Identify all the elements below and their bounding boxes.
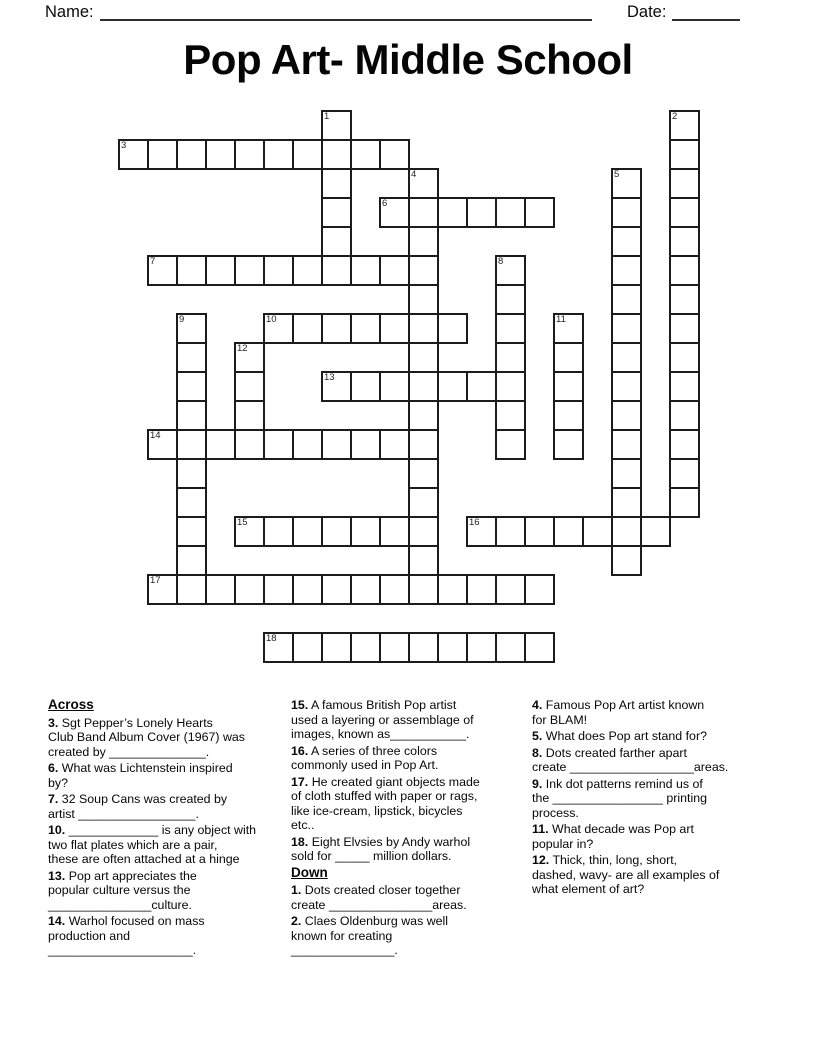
grid-cell[interactable] <box>553 429 584 460</box>
grid-cell[interactable] <box>408 458 439 489</box>
clue-number: 7. <box>48 792 59 806</box>
grid-cell[interactable] <box>408 429 439 460</box>
grid-cell[interactable] <box>176 139 207 170</box>
grid-cell[interactable] <box>321 168 352 199</box>
clue-item-3: 3. Sgt Pepper’s Lonely Hearts Club Band Album Cover (1967) was created by ______________. <box>48 715 245 759</box>
clue-number: 16. <box>291 743 309 758</box>
grid-cell[interactable] <box>495 197 526 228</box>
grid-cell[interactable] <box>408 255 439 286</box>
cell-number: 5 <box>614 169 620 180</box>
clues-column-2 <box>291 698 541 960</box>
cell-number: 9 <box>179 314 185 325</box>
cell-number: 4 <box>411 169 417 180</box>
grid-cell[interactable] <box>321 429 352 460</box>
grid-cell[interactable] <box>524 197 555 228</box>
grid-cell[interactable] <box>176 255 207 286</box>
clue-item-14: 14. Warhol focused on mass production and _____________________. <box>48 914 205 957</box>
clues-column-1 <box>48 698 298 960</box>
grid-cell[interactable] <box>669 197 700 228</box>
cell-number: 1 <box>324 111 330 122</box>
grid-cell[interactable] <box>669 168 700 199</box>
grid-cell[interactable] <box>466 197 497 228</box>
clue-item-5: 5. What does Pop art stand for? <box>532 729 707 743</box>
grid-cell[interactable] <box>495 632 526 663</box>
down-header: Down <box>291 864 328 880</box>
clue-item-13: 13. Pop art appreciates the popular culture versus the _______________culture. <box>48 868 197 912</box>
clue-number: 3. <box>48 715 59 730</box>
grid-cell[interactable] <box>495 371 526 402</box>
clue-item-9: 9. Ink dot patterns remind us of the ________________ printing process. <box>532 776 708 820</box>
grid-cell[interactable] <box>669 429 700 460</box>
clue-item-15: 15. A famous British Pop artist used a layering or assemblage of images, known as___________. <box>291 698 474 741</box>
grid-cell[interactable] <box>147 574 178 605</box>
grid-cell[interactable] <box>321 632 352 663</box>
clue-item-6: 6. What was Lichtenstein inspired by? <box>48 761 233 790</box>
grid-cell[interactable] <box>408 516 439 547</box>
grid-cell[interactable] <box>350 313 381 344</box>
clue-item-2: 2. Claes Oldenburg was well known for creating _______________. <box>291 914 449 957</box>
grid-cell[interactable] <box>408 342 439 373</box>
grid-cell[interactable] <box>524 574 555 605</box>
grid-cell[interactable] <box>408 313 439 344</box>
grid-cell[interactable] <box>408 487 439 518</box>
grid-cell[interactable] <box>466 371 497 402</box>
grid-cell[interactable] <box>553 516 584 547</box>
clue-item-11: 11. What decade was Pop art popular in? <box>532 822 694 851</box>
grid-cell[interactable] <box>350 574 381 605</box>
grid-cell[interactable] <box>669 313 700 344</box>
grid-cell[interactable] <box>205 574 236 605</box>
clue-item-4: 4. Famous Pop Art artist known for BLAM! <box>532 698 705 727</box>
grid-cell[interactable] <box>292 139 323 170</box>
grid-cell[interactable] <box>611 342 642 373</box>
clue-item-8: 8. Dots created farther apart create __________________areas. <box>532 745 729 774</box>
grid-cell[interactable] <box>176 400 207 431</box>
grid-cell[interactable] <box>234 371 265 402</box>
grid-cell[interactable] <box>408 545 439 576</box>
grid-cell[interactable] <box>611 400 642 431</box>
grid-cell[interactable] <box>408 168 439 199</box>
clue-number: 6. <box>48 761 59 775</box>
grid-cell[interactable] <box>350 516 381 547</box>
grid-cell[interactable] <box>263 429 294 460</box>
grid-cell[interactable] <box>611 429 642 460</box>
grid-cell[interactable] <box>350 429 381 460</box>
grid-cell[interactable] <box>437 632 468 663</box>
across-header: Across <box>48 697 94 712</box>
cell-number: 18 <box>266 633 277 644</box>
grid-cell[interactable] <box>611 226 642 257</box>
grid-cell[interactable] <box>408 574 439 605</box>
grid-cell[interactable] <box>379 371 410 402</box>
clue-item-1: 1. Dots created closer together create _______________areas. <box>291 883 467 912</box>
grid-cell[interactable] <box>669 139 700 170</box>
clue-number: 4. <box>532 698 543 712</box>
grid-cell[interactable] <box>176 429 207 460</box>
grid-cell[interactable] <box>408 226 439 257</box>
grid-cell[interactable] <box>321 110 352 141</box>
grid-cell[interactable] <box>321 371 352 402</box>
grid-cell[interactable] <box>205 255 236 286</box>
grid-cell[interactable] <box>379 255 410 286</box>
cell-number: 7 <box>150 256 156 267</box>
grid-cell[interactable] <box>292 632 323 663</box>
grid-cell[interactable] <box>379 632 410 663</box>
grid-cell[interactable] <box>611 255 642 286</box>
grid-cell[interactable] <box>524 516 555 547</box>
grid-cell[interactable] <box>147 255 178 286</box>
grid-cell[interactable] <box>234 574 265 605</box>
grid-cell[interactable] <box>321 516 352 547</box>
grid-cell[interactable] <box>495 342 526 373</box>
grid-cell[interactable] <box>408 371 439 402</box>
grid-cell[interactable] <box>176 342 207 373</box>
grid-cell[interactable] <box>466 516 497 547</box>
grid-cell[interactable] <box>379 429 410 460</box>
grid-cell[interactable] <box>147 139 178 170</box>
cell-number: 12 <box>237 343 248 354</box>
grid-cell[interactable] <box>234 516 265 547</box>
grid-cell[interactable] <box>234 342 265 373</box>
grid-cell[interactable] <box>437 313 468 344</box>
grid-cell[interactable] <box>669 400 700 431</box>
grid-cell[interactable] <box>669 487 700 518</box>
name-blank-line[interactable] <box>100 19 592 21</box>
grid-cell[interactable] <box>263 255 294 286</box>
grid-cell[interactable] <box>495 574 526 605</box>
grid-cell[interactable] <box>466 632 497 663</box>
clue-item-7: 7. 32 Soup Cans was created by artist _________________. <box>48 792 228 821</box>
grid-cell[interactable] <box>321 197 352 228</box>
grid-cell[interactable] <box>408 632 439 663</box>
grid-cell[interactable] <box>669 342 700 373</box>
clue-number: 18. <box>291 834 309 849</box>
cell-number: 8 <box>498 256 504 267</box>
grid-cell[interactable] <box>234 400 265 431</box>
clue-number: 14. <box>48 914 66 928</box>
grid-cell[interactable] <box>118 139 149 170</box>
date-blank-line[interactable] <box>672 19 740 21</box>
grid-cell[interactable] <box>495 516 526 547</box>
grid-cell[interactable] <box>437 574 468 605</box>
grid-cell[interactable] <box>176 574 207 605</box>
grid-cell[interactable] <box>176 371 207 402</box>
grid-cell[interactable] <box>205 139 236 170</box>
grid-cell[interactable] <box>147 429 178 460</box>
grid-cell[interactable] <box>263 574 294 605</box>
grid-cell[interactable] <box>263 632 294 663</box>
name-label: Name: <box>45 3 94 21</box>
grid-cell[interactable] <box>611 516 642 547</box>
clue-item-16: 16. A series of three colors commonly used in Pop Art. <box>291 743 439 772</box>
cell-number: 11 <box>556 314 566 325</box>
grid-cell[interactable] <box>263 313 294 344</box>
clue-number: 12. <box>532 853 550 867</box>
grid-cell[interactable] <box>234 255 265 286</box>
grid-cell[interactable] <box>350 632 381 663</box>
cell-number: 3 <box>121 140 127 151</box>
grid-cell[interactable] <box>640 516 671 547</box>
cell-number: 15 <box>237 517 248 528</box>
clue-number: 10. <box>48 823 66 837</box>
crossword-grid <box>118 110 700 663</box>
grid-cell[interactable] <box>553 313 584 344</box>
clue-number: 8. <box>532 745 543 760</box>
grid-cell[interactable] <box>350 255 381 286</box>
grid-cell[interactable] <box>263 516 294 547</box>
grid-cell[interactable] <box>669 255 700 286</box>
grid-cell[interactable] <box>611 197 642 228</box>
grid-cell[interactable] <box>408 284 439 315</box>
grid-cell[interactable] <box>263 139 294 170</box>
clue-number: 5. <box>532 729 543 743</box>
grid-cell[interactable] <box>292 429 323 460</box>
date-label: Date: <box>627 3 667 21</box>
grid-cell[interactable] <box>611 371 642 402</box>
cell-number: 6 <box>382 198 388 209</box>
grid-cell[interactable] <box>176 545 207 576</box>
grid-cell[interactable] <box>321 574 352 605</box>
grid-cell[interactable] <box>379 313 410 344</box>
clue-item-10: 10. _____________ is any object with two flat plates which are a pair, these are often attached at a hinge <box>48 823 257 866</box>
grid-cell[interactable] <box>611 458 642 489</box>
grid-cell[interactable] <box>234 139 265 170</box>
page-title: Pop Art- Middle School <box>183 36 633 83</box>
grid-cell[interactable] <box>379 574 410 605</box>
grid-cell[interactable] <box>379 197 410 228</box>
grid-cell[interactable] <box>176 458 207 489</box>
grid-cell[interactable] <box>176 313 207 344</box>
grid-cell[interactable] <box>611 313 642 344</box>
clue-number: 1. <box>291 883 302 897</box>
clue-item-17: 17. He created giant objects made of cloth stuffed with paper or rags, like ice-cream, lipstick, bicycles etc.. <box>291 774 480 832</box>
cell-number: 16 <box>469 517 480 528</box>
grid-cell[interactable] <box>234 429 265 460</box>
grid-cell[interactable] <box>553 342 584 373</box>
clue-number: 9. <box>532 776 543 791</box>
grid-cell[interactable] <box>495 429 526 460</box>
grid-cell[interactable] <box>176 516 207 547</box>
grid-cell[interactable] <box>495 313 526 344</box>
clue-item-12: 12. Thick, thin, long, short, dashed, wavy- are all examples of what element of art? <box>532 853 720 896</box>
clue-number: 15. <box>291 698 309 712</box>
grid-cell[interactable] <box>408 400 439 431</box>
grid-cell[interactable] <box>350 139 381 170</box>
grid-cell[interactable] <box>321 255 352 286</box>
cell-number: 17 <box>150 575 161 586</box>
grid-cell[interactable] <box>466 574 497 605</box>
grid-cell[interactable] <box>669 110 700 141</box>
grid-cell[interactable] <box>669 371 700 402</box>
grid-cell[interactable] <box>437 197 468 228</box>
grid-cell[interactable] <box>408 197 439 228</box>
grid-cell[interactable] <box>292 516 323 547</box>
grid-cell[interactable] <box>495 255 526 286</box>
grid-cell[interactable] <box>292 255 323 286</box>
grid-cell[interactable] <box>669 226 700 257</box>
cell-number: 2 <box>672 111 678 122</box>
grid-cell[interactable] <box>495 400 526 431</box>
cell-number: 13 <box>324 372 335 383</box>
grid-cell[interactable] <box>321 313 352 344</box>
grid-cell[interactable] <box>321 226 352 257</box>
grid-cell[interactable] <box>524 632 555 663</box>
clue-number: 11. <box>532 822 549 836</box>
grid-cell[interactable] <box>292 574 323 605</box>
grid-cell[interactable] <box>379 139 410 170</box>
cell-number: 14 <box>150 430 161 441</box>
grid-cell[interactable] <box>292 313 323 344</box>
grid-cell[interactable] <box>582 516 613 547</box>
grid-cell[interactable] <box>611 545 642 576</box>
cell-number: 10 <box>266 314 277 325</box>
clue-number: 13. <box>48 868 66 883</box>
clue-item-18: 18. Eight Elvsies by Andy warhol sold for _____ million dollars. <box>291 834 471 863</box>
grid-cell[interactable] <box>205 429 236 460</box>
grid-cell[interactable] <box>437 371 468 402</box>
grid-cell[interactable] <box>495 284 526 315</box>
clues-column-3 <box>532 698 787 899</box>
grid-cell[interactable] <box>350 371 381 402</box>
grid-cell[interactable] <box>321 139 352 170</box>
grid-cell[interactable] <box>553 371 584 402</box>
clue-number: 2. <box>291 914 302 928</box>
grid-cell[interactable] <box>611 487 642 518</box>
grid-cell[interactable] <box>611 168 642 199</box>
grid-cell[interactable] <box>669 284 700 315</box>
clue-number: 17. <box>291 774 309 789</box>
grid-cell[interactable] <box>669 458 700 489</box>
grid-cell[interactable] <box>379 516 410 547</box>
grid-cell[interactable] <box>553 400 584 431</box>
grid-cell[interactable] <box>176 487 207 518</box>
grid-cell[interactable] <box>611 284 642 315</box>
